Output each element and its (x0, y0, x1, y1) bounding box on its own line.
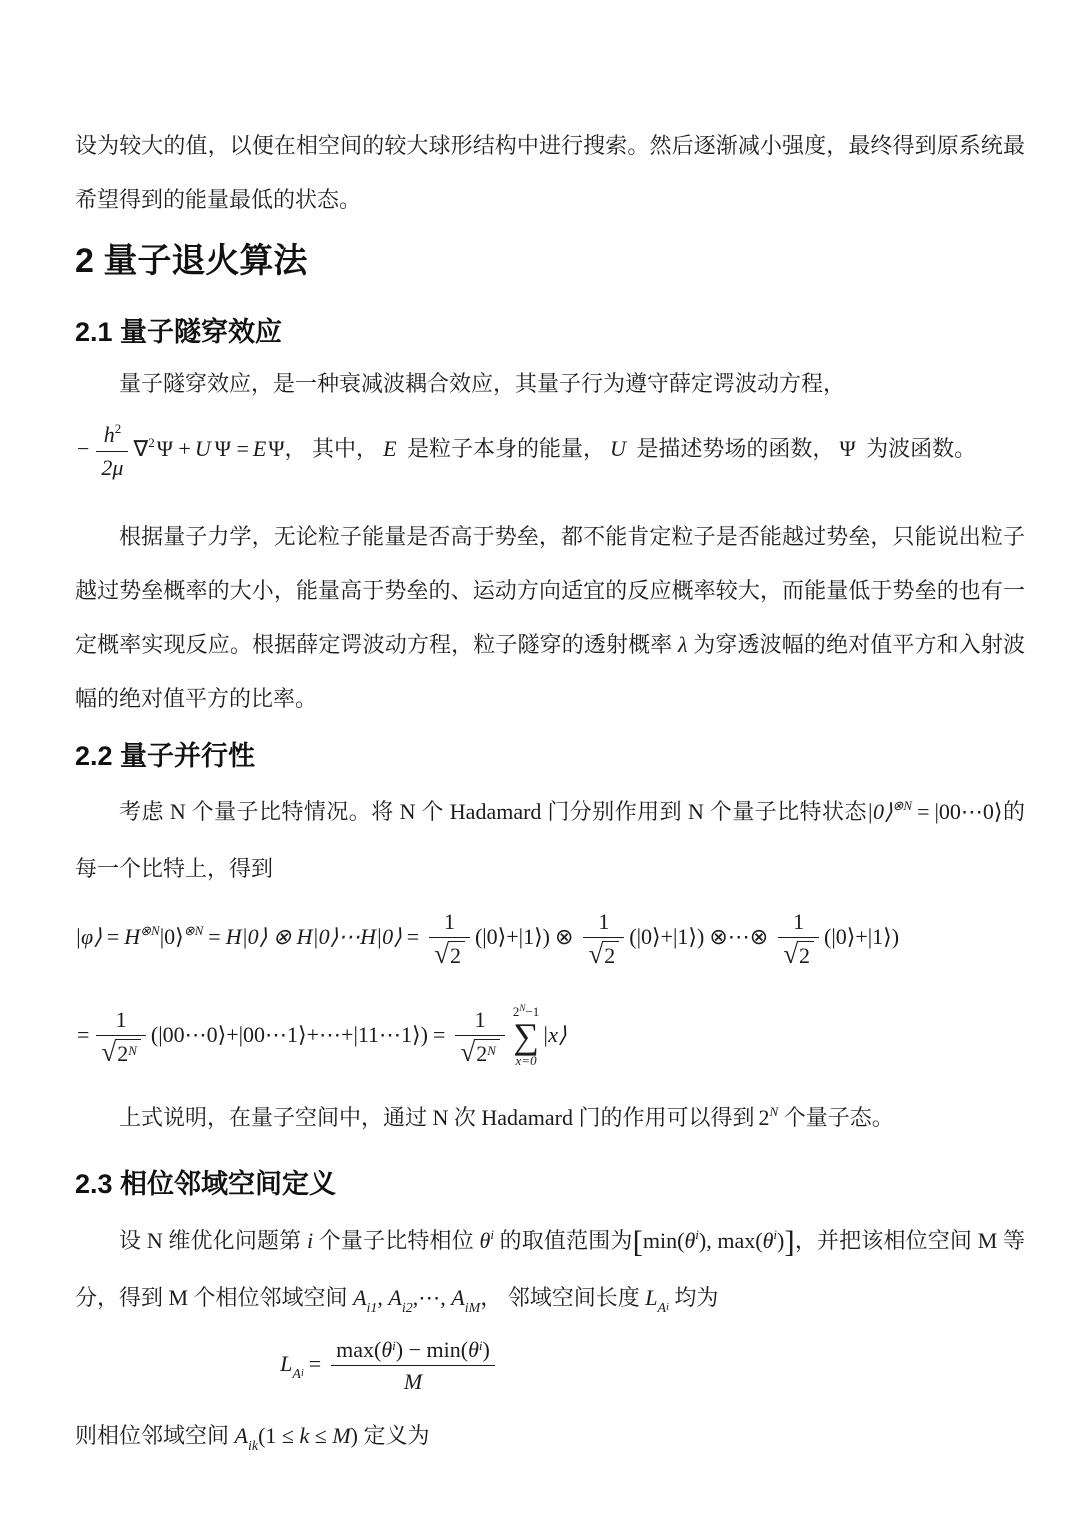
ket-sum-parens: (|0⟩+|1⟩) (824, 923, 900, 949)
fraction-numerator (331, 1337, 495, 1366)
radicand (115, 1039, 141, 1066)
equals-sign: = (308, 1350, 322, 1376)
section-2-3-paragraph-1 (75, 1214, 1025, 1330)
fraction-numerator (96, 422, 128, 451)
basis-states-parens: (|00⋯0⟩+|00⋯1⟩+⋯+|11⋯1⟩) (150, 1021, 428, 1047)
l-subscript-i: i (666, 1301, 669, 1313)
superposition-sum-equation (75, 997, 1025, 1073)
theta-exponent: i (478, 1338, 483, 1354)
tensor-n-exponent: ⊗N (183, 922, 204, 938)
eq-term: Ψ + (156, 436, 191, 462)
ket-x: |x⟩ (542, 1021, 567, 1047)
minus-sign: − (77, 436, 90, 462)
fraction-denominator (583, 938, 624, 968)
theta-exponent: i (773, 1226, 778, 1242)
limit-exponent: N (519, 1002, 526, 1013)
intro-paragraph: 设为较大的值，以便在相空间的较大球形结构中进行搜索。然后逐渐减小强度，最终得到原系统最希望得到的能量最低的状态。 (75, 133, 1025, 212)
paragraph-text: ，并把该相位空间 M 等分，得到 M 个相位邻域空间 (75, 1227, 1025, 1310)
sqrt-radical (783, 941, 814, 968)
eq-term: Ψ (268, 436, 285, 462)
section-2-1-heading: 2.1 量子隧穿效应 (75, 316, 283, 347)
max-function: ), max( (698, 1227, 763, 1253)
radical-sign: √ (460, 1037, 476, 1068)
a-subscript: i2 (401, 1300, 413, 1316)
hadamard-product-sequence: H|0⟩ ⊗ H|0⟩⋯H|0⟩ (225, 923, 402, 949)
tensor-dots-operator: ⊗⋯⊗ (709, 923, 769, 949)
i-symbol: i (306, 1227, 314, 1253)
a-subscript: i1 (366, 1300, 378, 1316)
fraction-one-over-sqrt2 (583, 909, 624, 969)
e-description: 是粒子本身的能量， (401, 436, 606, 462)
paragraph-text: ， 邻域空间长度 (480, 1284, 646, 1310)
theta-symbol: θ (762, 1227, 774, 1253)
fraction-one-over-sqrt2n (455, 1007, 505, 1067)
fraction-numerator: 1 (429, 909, 470, 938)
radical-sign: √ (101, 1037, 117, 1068)
power-base: 2 (758, 1104, 770, 1130)
fraction-denominator (455, 1036, 505, 1066)
section-2-2-heading: 2.2 量子并行性 (75, 741, 256, 772)
sqrt-radical (101, 1039, 141, 1066)
theta-exponent: i (392, 1338, 396, 1354)
paragraph-text: 均为 (668, 1284, 719, 1310)
psi-description: 为波函数。 (860, 436, 977, 462)
nabla-symbol: ∇ (133, 436, 149, 462)
power-exponent: N (769, 1103, 779, 1119)
close-paren: ) (777, 1227, 785, 1253)
radicand-base: 2 (476, 1041, 488, 1067)
ket-zero: |0⟩ (866, 798, 893, 824)
section-2-1-lead-paragraph: 量子隧穿效应，是一种衰减波耦合效应，其量子行为遵守薛定谔波动方程， (119, 371, 846, 397)
hadamard-superposition-equation (75, 906, 1025, 971)
fraction-numerator: 1 (455, 1007, 505, 1036)
fraction-numerator: 1 (778, 909, 819, 938)
h-exponent: 2 (114, 421, 122, 437)
fraction-one-over-sqrt2 (778, 909, 819, 969)
paragraph-text: 考虑 N 个量子比特情况。将 N 个 Hadamard 门分别作用到 N 个量子比特状态 (119, 798, 867, 824)
max-function: max( (336, 1337, 382, 1363)
theta-exponent: i (490, 1226, 494, 1242)
right-bracket: ] (784, 1223, 795, 1259)
paragraph-text: 上式说明，在量子空间中，通过 N 次 Hadamard 门的作用可以得到 (119, 1104, 755, 1130)
a-symbol: A (353, 1284, 367, 1310)
minus-min-function: ) − min( (395, 1337, 469, 1363)
paragraph-text: 则相位邻域空间 (75, 1422, 235, 1448)
l-subscript-a: A (292, 1366, 301, 1382)
h-gate-symbol: H (124, 923, 141, 949)
section-2-3-heading: 2.3 相位邻域空间定义 (75, 1168, 337, 1199)
fraction-h2-over-2mu (96, 422, 128, 480)
paragraph-text: 个量子态。 (778, 1104, 894, 1130)
fraction-denominator: 2μ (101, 454, 124, 480)
l-symbol: L (645, 1284, 658, 1310)
radicand-exponent: N (128, 1043, 137, 1059)
fraction-denominator (96, 1036, 146, 1066)
fraction-denominator (778, 938, 819, 968)
open-paren-text: (1 ≤ (258, 1422, 300, 1448)
l-subscript-i: i (300, 1367, 304, 1379)
ket-zero: |0⟩ (159, 923, 184, 949)
fraction-denominator: M (403, 1369, 423, 1395)
u-description: 是描述势场的函数， (630, 436, 835, 462)
fraction-numerator: 1 (96, 1007, 146, 1036)
u-symbol: U (194, 436, 211, 462)
fraction-one-over-sqrt2 (429, 909, 470, 969)
paragraph-text: 设 N 维优化问题第 (119, 1227, 307, 1253)
nabla-exponent: 2 (148, 435, 155, 451)
summation (512, 1002, 540, 1069)
psi-symbol-inline: Ψ (839, 436, 856, 462)
a-subscript: ik (247, 1438, 259, 1454)
radical-sign: √ (434, 939, 449, 970)
tensor-operator: ⊗ (555, 923, 574, 949)
equals-sign: = (917, 798, 930, 824)
l-subscript-a: A (657, 1300, 667, 1316)
dots: ,⋯, (412, 1284, 452, 1310)
section-2-2-paragraph-2 (75, 1091, 1025, 1148)
min-function: min( (642, 1227, 685, 1253)
equals-sign: = (77, 1021, 90, 1047)
sigma-symbol: ∑ (513, 1016, 539, 1057)
a-symbol: A (234, 1422, 248, 1448)
radical-sign: √ (588, 939, 604, 970)
h-symbol: h (103, 422, 115, 448)
section-2-heading: 2 量子退火算法 (75, 242, 308, 280)
radical-sign: √ (783, 939, 799, 970)
fraction-denominator (429, 938, 470, 968)
limit-rest: −1 (525, 1003, 540, 1019)
paragraph-text: 的每一个比特上，得到 (75, 798, 1025, 881)
paragraph-text: 为穿透波幅的绝对值平方和入射波幅的绝对值平方的比率。 (75, 632, 1025, 712)
comma: , (377, 1284, 389, 1310)
ket-phi: |φ⟩ (75, 923, 102, 949)
neighborhood-length-equation (75, 1332, 1025, 1401)
schrodinger-equation-line (75, 417, 1025, 484)
k-symbol: k (299, 1422, 310, 1448)
l-symbol: L (280, 1350, 293, 1376)
a-symbol: A (451, 1284, 465, 1310)
limit-base: 2 (512, 1003, 520, 1019)
radicand: 2 (448, 941, 465, 968)
a-symbol: A (388, 1284, 402, 1310)
u-symbol-inline: U (610, 436, 626, 462)
sqrt-radical (460, 1039, 500, 1066)
theta-symbol: θ (684, 1227, 696, 1253)
theta-symbol: θ (381, 1337, 393, 1363)
fraction-maxmin-over-m (331, 1337, 495, 1395)
where-text: ， 其中， (284, 436, 379, 462)
paragraph-text: 根据量子力学，无论粒子能量是否高于势垒，都不能肯定粒子是否能越过势垒，只能说出粒子越过势垒概率的大小，能量高于势垒的、运动方向适宜的反应概率较大，而能量低于势垒的也有一定概率实现反应。根据薛定谔波动方程，粒子隧穿的透射概率 (75, 524, 1025, 658)
paragraph-text: 的取值范围为 (493, 1227, 633, 1253)
tensor-n-exponent: ⊗N (892, 797, 913, 813)
equals-sign: = (208, 923, 221, 949)
section-2-2-paragraph-1 (75, 785, 1025, 896)
fraction-numerator: 1 (583, 909, 624, 938)
paragraph-text: 个量子比特相位 (313, 1227, 480, 1253)
close-paren: ) (482, 1337, 490, 1363)
section-2-3-paragraph-2 (75, 1409, 1025, 1467)
equals-sign: = (406, 923, 420, 949)
close-paren-text: ) 定义为 (350, 1422, 430, 1448)
lambda-symbol: λ (678, 632, 688, 658)
sqrt-radical (588, 941, 619, 968)
radicand: 2 (797, 941, 814, 968)
ket-sum-parens: (|0⟩+|1⟩) (474, 923, 550, 949)
m-symbol: M (332, 1422, 351, 1448)
eq-term: Ψ = (214, 436, 249, 462)
leq-text: ≤ (309, 1422, 333, 1448)
summation-lower-limit: x=0 (515, 1052, 537, 1068)
equals-sign: = (106, 923, 120, 949)
e-symbol-inline: E (383, 436, 397, 462)
ket-zeros: |00⋯0⟩ (934, 798, 1003, 824)
radicand-base: 2 (117, 1041, 129, 1067)
radicand: 2 (602, 941, 619, 968)
ket-sum-parens: (|0⟩+|1⟩) (629, 923, 705, 949)
sqrt-radical (434, 941, 465, 968)
fraction-one-over-sqrt2n (96, 1007, 146, 1067)
tensor-n-exponent: ⊗N (140, 922, 160, 938)
theta-symbol: θ (479, 1227, 491, 1253)
theta-symbol: θ (468, 1337, 479, 1363)
theta-exponent: i (695, 1226, 699, 1242)
left-bracket: [ (632, 1223, 643, 1259)
equals-sign: = (432, 1021, 446, 1047)
radicand (474, 1039, 500, 1066)
radicand-exponent: N (487, 1043, 496, 1059)
e-symbol: E (252, 436, 267, 462)
a-subscript: iM (464, 1300, 481, 1316)
section-2-1-paragraph-2 (75, 510, 1025, 726)
